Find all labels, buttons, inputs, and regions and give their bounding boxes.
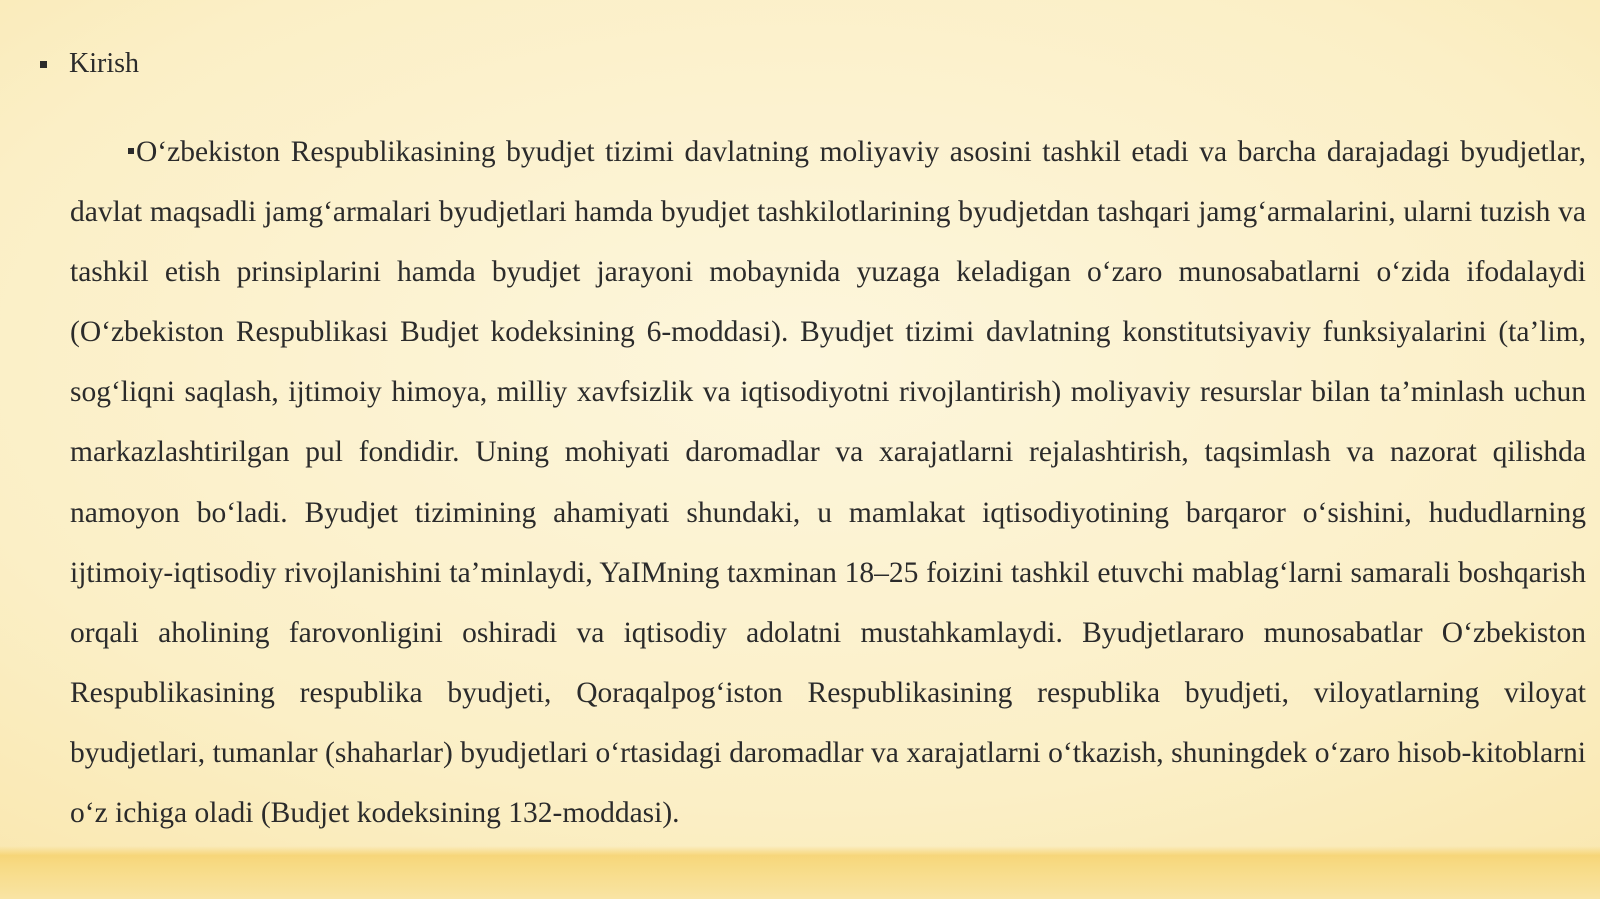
bullet-icon bbox=[40, 61, 47, 68]
heading-row bbox=[40, 44, 139, 84]
slide-background-band bbox=[0, 846, 1600, 899]
paragraph-bullet-icon bbox=[128, 148, 134, 154]
slide-heading: Kirish bbox=[69, 48, 139, 79]
body-text: O‘zbekiston Respublikasining byudjet tizimi davlatning moliyaviy asosini tashkil etadi va barcha darajadagi byudjetlar, davlat maqsadli jamg‘armalari byudjetlari hamda byudjet tashkilotlarining byudjetdan tashqari jamg‘armalarini, ularni tuzish va tashkil etish prinsiplarini hamda byudjet jarayoni mobaynida yuzaga keladigan o‘zaro munosabatlarni o‘zida ifodalaydi (O‘zbekiston Respublikasi Budjet kodeksining 6-moddasi). Byudjet tizimi davlatning konstitutsiyaviy funksiyalarini (ta’lim, sog‘liqni saqlash, ijtimoiy himoya, milliy xavfsizlik va iqtisodiyotni rivojlantirish) moliyaviy resurslar bilan ta’minlash uchun markazlashtirilgan pul fondidir. Uning mohiyati daromadlar va xarajatlarni rejalashtirish, taqsimlash va nazorat qilishda namoyon bo‘ladi. Byudjet tizimining ahamiyati shundaki, u mamlakat iqtisodiyotining barqaror o‘sishini, hududlarning ijtimoiy-iqtisodiy rivojlanishini ta’minlaydi, YaIMning taxminan 18–25 foizini tashkil etuvchi mablag‘larni samarali boshqarish orqali aholining farovonligini oshiradi va iqtisodiy adolatni mustahkamlaydi. Byudjetlararo munosabatlar O‘zbekiston Respublikasining respublika byudjeti, Qoraqalpog‘iston Respublikasining respublika byudjeti, viloyatlarning viloyat byudjetlari, tumanlar (shaharlar) byudjetlari o‘rtasidagi daromadlar va xarajatlarni o‘tkazish, shuningdek o‘zaro hisob-kitoblarni o‘z ichiga oladi (Budjet kodeksining 132-moddasi). bbox=[70, 136, 1586, 830]
body-paragraph bbox=[70, 122, 1586, 843]
